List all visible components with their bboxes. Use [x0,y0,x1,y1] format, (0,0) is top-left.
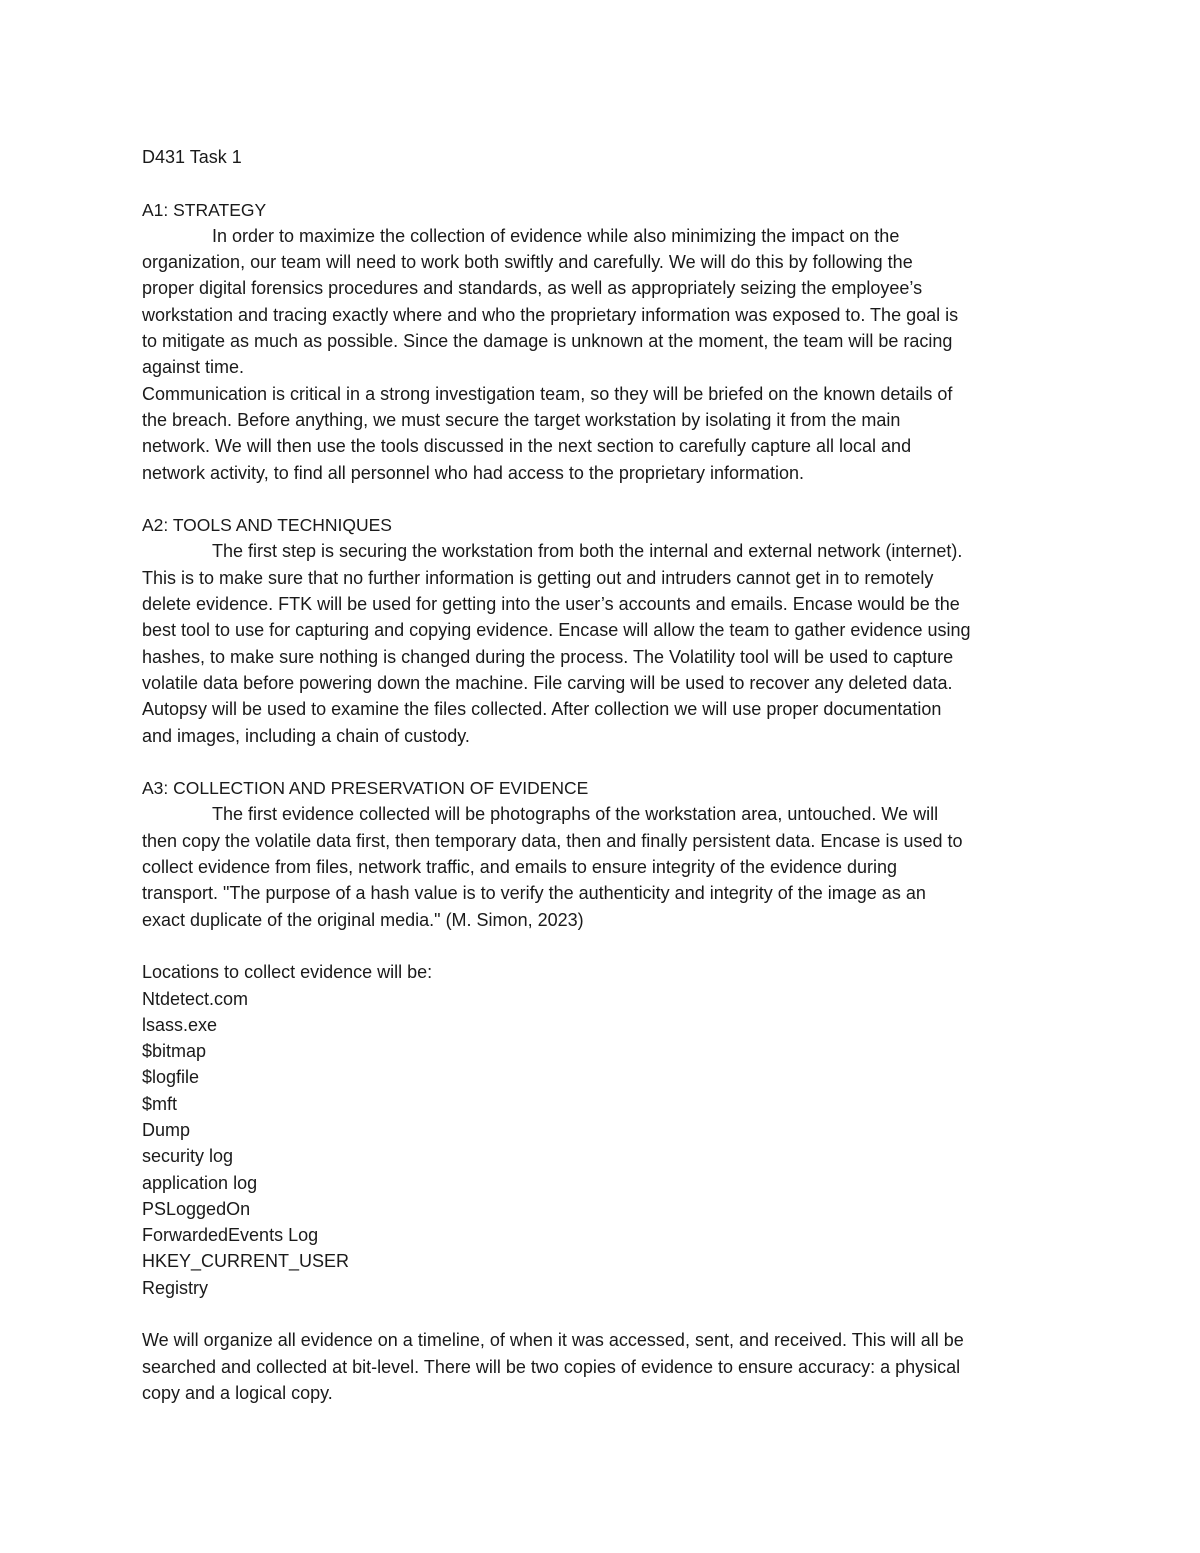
section-heading-strategy: A1: STRATEGY [142,199,267,220]
section-heading-collection: A3: COLLECTION AND PRESERVATION OF EVIDENCE [142,778,589,799]
text-line: delete evidence. FTK will be used for getting into the user’s accounts and emails. Encase would be the [142,594,960,615]
list-item: $logfile [142,1067,200,1088]
text-line: hashes, to make sure nothing is changed during the process. The Volatility tool will be used to capture [142,646,954,667]
list-item: Ntdetect.com [142,988,249,1009]
text-line: transport. "The purpose of a hash value is to verify the authenticity and integrity of the image as an [142,883,926,904]
text-line: In order to maximize the collection of evidence while also minimizing the impact on the [212,225,900,246]
locations-intro: Locations to collect evidence will be: [142,962,433,983]
text-line: exact duplicate of the original media." (M. Simon, 2023) [142,909,584,930]
text-line: the breach. Before anything, we must secure the target workstation by isolating it from the main [142,409,901,430]
text-line: network activity, to find all personnel who had access to the proprietary information. [142,462,805,483]
section-heading-tools: A2: TOOLS AND TECHNIQUES [142,515,392,536]
text-line: We will organize all evidence on a timeline, of when it was accessed, sent, and received. This will all be [142,1330,964,1351]
list-item: application log [142,1172,258,1193]
list-item: $mft [142,1093,178,1114]
text-line: Communication is critical in a strong investigation team, so they will be briefed on the known details of [142,383,953,404]
text-line: volatile data before powering down the machine. File carving will be used to recover any deleted data. [142,672,953,693]
list-item: Dump [142,1119,191,1140]
text-line: collect evidence from files, network traffic, and emails to ensure integrity of the evidence during [142,857,898,878]
text-line: network. We will then use the tools discussed in the next section to carefully capture all local and [142,436,912,457]
text-line: and images, including a chain of custody. [142,725,470,746]
list-item: lsass.exe [142,1014,218,1035]
text-line: workstation and tracing exactly where and who the proprietary information was exposed to. The goal is [142,304,959,325]
text-line: Autopsy will be used to examine the files collected. After collection we will use proper documentation [142,699,942,720]
list-item: $bitmap [142,1041,207,1062]
list-item: Registry [142,1277,209,1298]
text-line: to mitigate as much as possible. Since the damage is unknown at the moment, the team will be racing [142,331,953,352]
strategy-paragraph [142,223,1062,486]
text-line: The first step is securing the workstation from both the internal and external network (internet). [212,541,963,562]
list-item: security log [142,1146,234,1167]
document-title: D431 Task 1 [142,147,242,167]
text-line: organization, our team will need to work both swiftly and carefully. We will do this by following the [142,252,913,273]
list-item: HKEY_CURRENT_USER [142,1251,350,1272]
locations-list [142,986,1062,1302]
text-line: searched and collected at bit-level. There will be two copies of evidence to ensure accuracy: a physical [142,1356,961,1377]
text-line: proper digital forensics procedures and standards, as well as appropriately seizing the employee’s [142,278,923,299]
text-line: The first evidence collected will be photographs of the workstation area, untouched. We will [212,804,939,825]
text-line: best tool to use for capturing and copying evidence. Encase will allow the team to gather evidence using [142,620,971,641]
document-body [142,144,1062,1406]
text-line: This is to make sure that no further information is getting out and intruders cannot get in to remotely [142,567,934,588]
list-item: ForwardedEvents Log [142,1225,319,1246]
list-item: PSLoggedOn [142,1198,251,1219]
closing-paragraph [142,1327,1062,1406]
text-line: copy and a logical copy. [142,1382,333,1403]
tools-paragraph [142,538,1062,748]
text-line: against time. [142,357,245,378]
text-line: then copy the volatile data first, then temporary data, then and finally persistent data. Encase is used to [142,830,963,851]
collection-paragraph [142,801,1062,932]
